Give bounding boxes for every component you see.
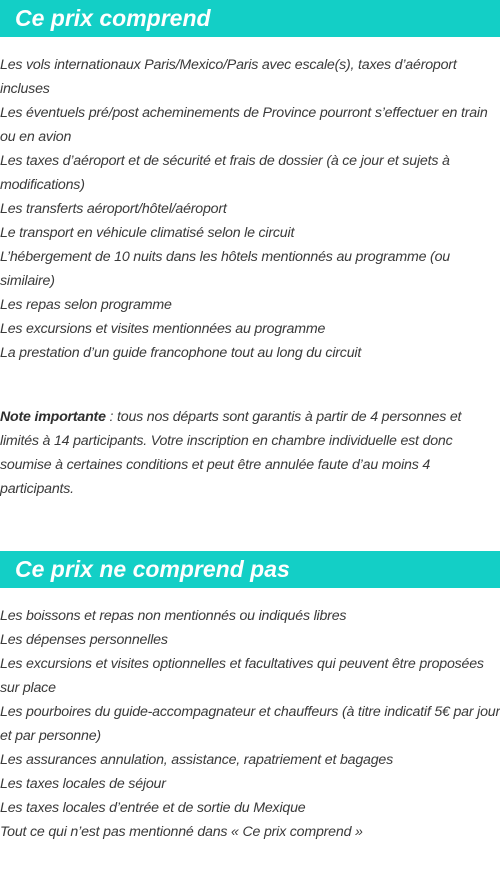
note-label: Note importante — [0, 409, 106, 425]
list-item: L’hébergement de 10 nuits dans les hôtels mentionnés au programme (ou similaire) — [0, 249, 450, 289]
section-title-includes: Ce prix comprend — [0, 0, 500, 37]
important-note — [0, 405, 492, 501]
list-item: Les vols internationaux Paris/Mexico/Paris avec escale(s), taxes d’aéroport incluses — [0, 57, 457, 97]
list-item: Les éventuels pré/post acheminements de Province pourront s’effectuer en train ou en avion — [0, 105, 488, 145]
section-title-excludes: Ce prix ne comprend pas — [0, 551, 500, 588]
list-item: Les dépenses personnelles — [0, 632, 168, 648]
list-item: Les excursions et visites mentionnées au programme — [0, 321, 326, 337]
note-text: : tous nos départs sont garantis à partir de 4 personnes et limités à 14 participants. Votre inscription en chambre individuelle est donc soumise à certaines conditions et peut être annulée faute d’au moins 4 participants. — [0, 409, 462, 497]
list-item: Les assurances annulation, assistance, rapatriement et bagages — [0, 752, 393, 768]
list-item: Les taxes locales de séjour — [0, 776, 166, 792]
list-item: Les boissons et repas non mentionnés ou indiqués libres — [0, 608, 347, 624]
includes-list — [0, 53, 500, 365]
excludes-list — [0, 604, 500, 844]
list-item: La prestation d’un guide francophone tout au long du circuit — [0, 345, 362, 361]
list-item: Les pourboires du guide-accompagnateur et chauffeurs (à titre indicatif 5€ par jour et par personne) — [0, 704, 500, 744]
list-item: Les repas selon programme — [0, 297, 172, 313]
list-item: Les taxes d’aéroport et de sécurité et frais de dossier (à ce jour et sujets à modifications) — [0, 153, 450, 193]
list-item: Les taxes locales d’entrée et de sortie du Mexique — [0, 800, 306, 816]
list-item: Tout ce qui n’est pas mentionné dans « Ce prix comprend » — [0, 824, 363, 840]
list-item: Les transferts aéroport/hôtel/aéroport — [0, 201, 227, 217]
list-item: Le transport en véhicule climatisé selon le circuit — [0, 225, 295, 241]
list-item: Les excursions et visites optionnelles et facultatives qui peuvent être proposées sur place — [0, 656, 484, 696]
